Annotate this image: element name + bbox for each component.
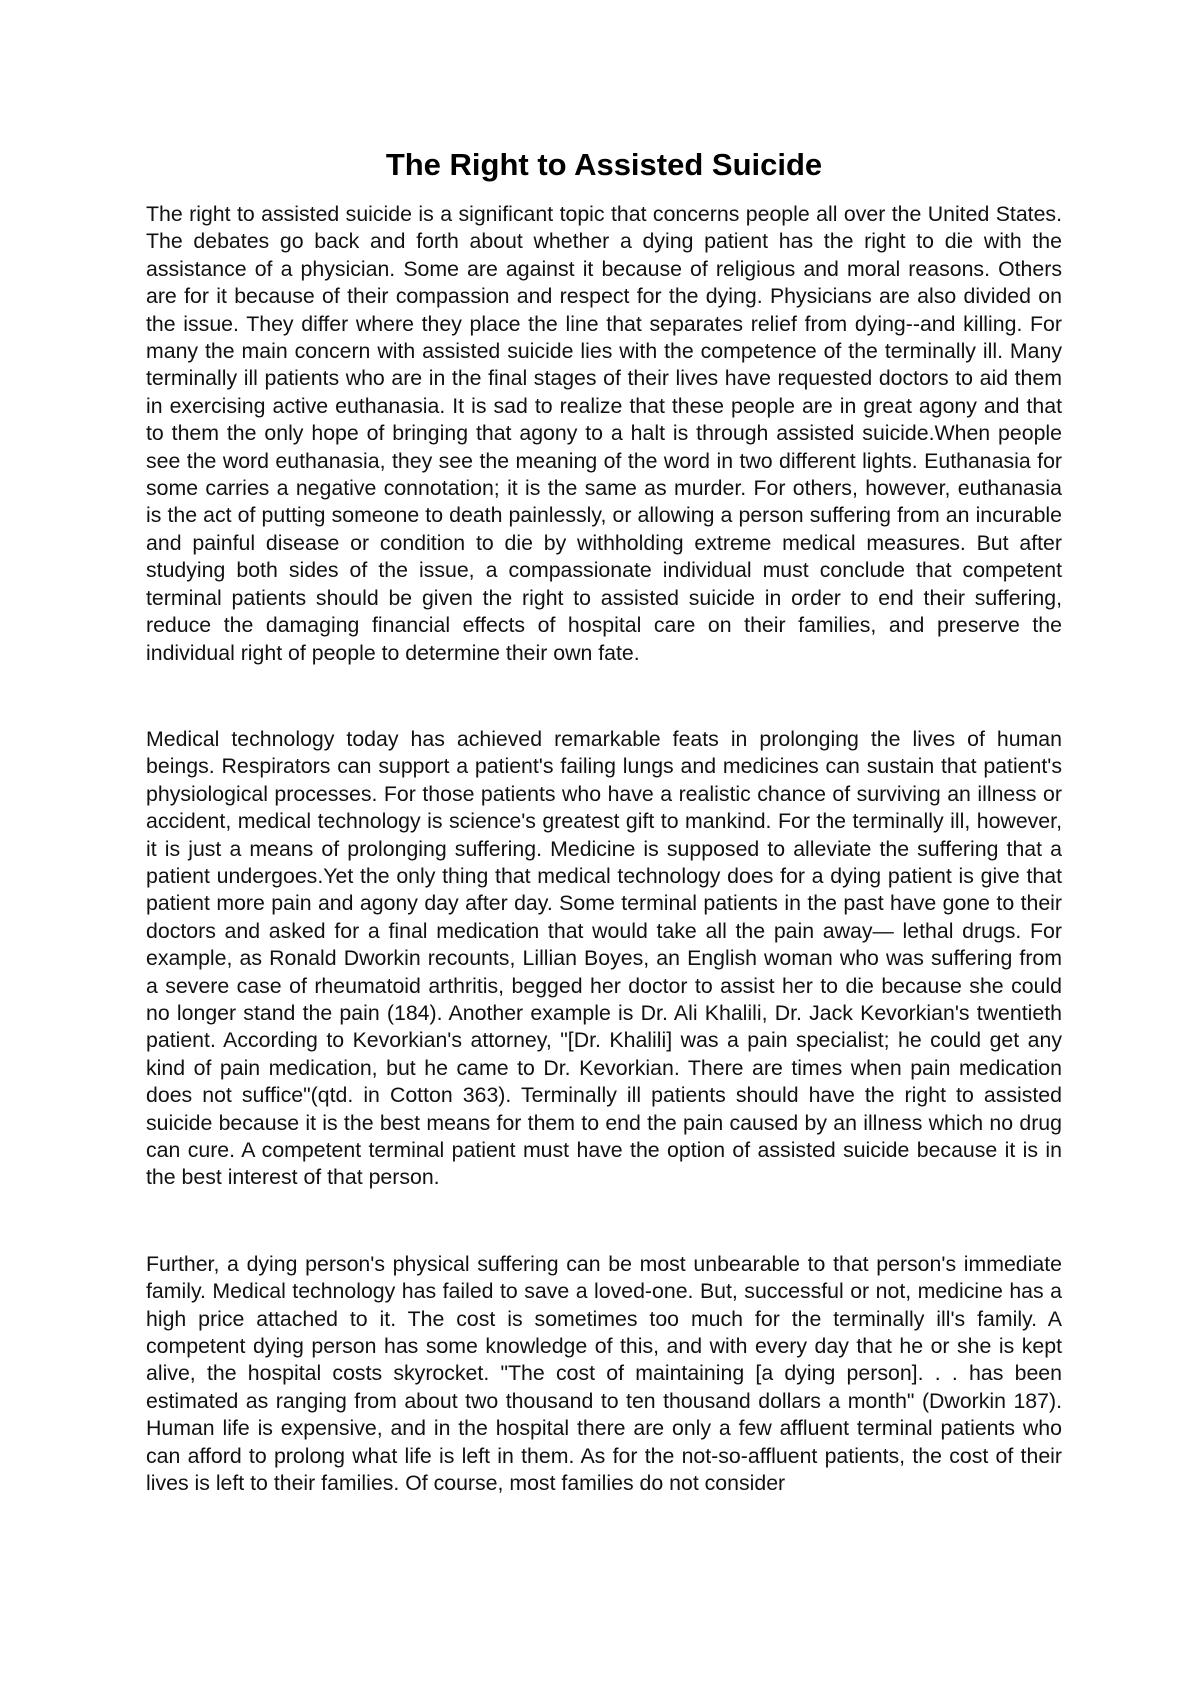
document-body — [146, 201, 1062, 1556]
paragraph-introduction: The right to assisted suicide is a significant topic that concerns people all over the United States. The debates go back and forth about whether a dying patient has the right to die with the assistance of a physician. Some are against it because of religious and moral reasons. Others are for it because of their compassion and respect for the dying. Physicians are also divided on the issue. They differ where they place the line that separates relief from dying--and killing. For many the main concern with assisted suicide lies with the competence of the terminally ill. Many terminally ill patients who are in the final stages of their lives have requested doctors to aid them in exercising active euthanasia. It is sad to realize that these people are in great agony and that to them the only hope of bringing that agony to a halt is through assisted suicide.When people see the word euthanasia, they see the meaning of the word in two different lights. Euthanasia for some carries a negative connotation; it is the same as murder. For others, however, euthanasia is the act of putting someone to death painlessly, or allowing a person suffering from an incurable and painful disease or condition to die by withholding extreme medical measures. But after studying both sides of the issue, a compassionate individual must conclude that competent terminal patients should be given the right to assisted suicide in order to end their suffering, reduce the damaging financial effects of hospital care on their families, and preserve the individual right of people to determine their own fate. — [146, 202, 1062, 665]
document-title: The Right to Assisted Suicide — [385, 147, 823, 182]
paragraph-medical-technology: Medical technology today has achieved remarkable feats in prolonging the lives of human beings. Respirators can support a patient's failing lungs and medicines can sustain that patient's physiological processes. For those patients who have a realistic chance of surviving an illness or accident, medical technology is science's greatest gift to mankind. For the terminally ill, however, it is just a means of prolonging suffering. Medicine is supposed to alleviate the suffering that a patient undergoes.Yet the only thing that medical technology does for a dying patient is give that patient more pain and agony day after day. Some terminal patients in the past have gone to their doctors and asked for a final medication that would take all the pain away— lethal drugs. For example, as Ronald Dworkin recounts, Lillian Boyes, an English woman who was suffering from a severe case of rheumatoid arthritis, begged her doctor to assist her to die because she could no longer stand the pain (184). Another example is Dr. Ali Khalili, Dr. Jack Kevorkian's twentieth patient. According to Kevorkian's attorney, "[Dr. Khalili] was a pain specialist; he could get any kind of pain medication, but he came to Dr. Kevorkian. There are times when pain medication does not suffice"(qtd. in Cotton 363). Terminally ill patients should have the right to assisted suicide because it is the best means for them to end the pain caused by an illness which no drug can cure. A competent terminal patient must have the option of assisted suicide because it is in the best interest of that person. — [146, 726, 1062, 1190]
paragraph-family-cost: Further, a dying person's physical suffering can be most unbearable to that person's immediate family. Medical technology has failed to save a loved-one. But, successful or not, medicine has a high price attached to it. The cost is sometimes too much for the terminally ill's family. A competent dying person has some knowledge of this, and with every day that he or she is kept alive, the hospital costs skyrocket. "The cost of maintaining [a dying person]. . . has been estimated as ranging from about two thousand to ten thousand dollars a month" (Dworkin 187). Human life is expensive, and in the hospital there are only a few affluent terminal patients who can afford to prolong what life is left in them. As for the not-so-affluent patients, the cost of their lives is left to their families. Of course, most families do not consider — [146, 1251, 1062, 1496]
